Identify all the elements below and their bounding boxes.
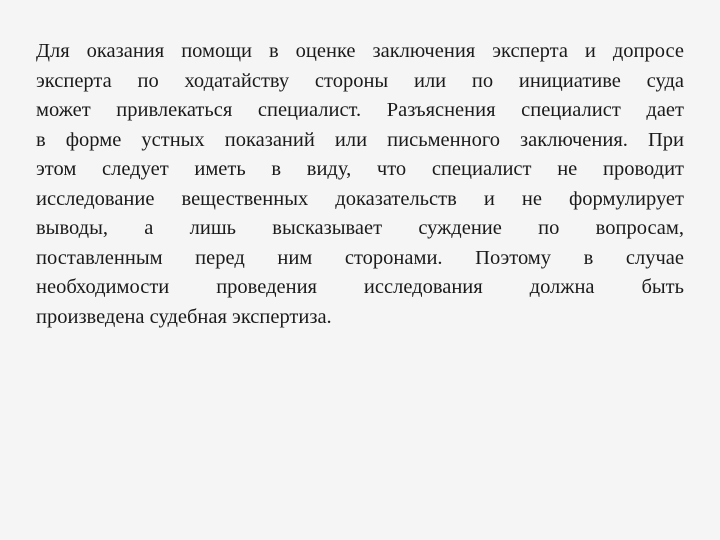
paragraph-line: выводы, а лишь высказывает суждение по вопросам,	[36, 217, 684, 239]
paragraph	[36, 37, 684, 332]
paragraph-line: может привлекаться специалист. Разъяснения специалист дает	[36, 99, 684, 121]
paragraph-line: этом следует иметь в виду, что специалист не проводит	[36, 158, 684, 180]
paragraph-line: произведена судебная экспертиза.	[36, 305, 332, 328]
paragraph-line: Для оказания помощи в оценке заключения эксперта и допросе	[36, 40, 684, 62]
paragraph-line: эксперта по ходатайству стороны или по инициативе суда	[36, 69, 684, 92]
paragraph-line: исследование вещественных доказательств и не формулирует	[36, 187, 684, 210]
paragraph-line: необходимости проведения исследования должна быть	[36, 276, 684, 298]
paragraph-line: поставленным перед ним сторонами. Поэтому в случае	[36, 246, 684, 269]
paragraph-line: в форме устных показаний или письменного заключения. При	[36, 128, 684, 151]
